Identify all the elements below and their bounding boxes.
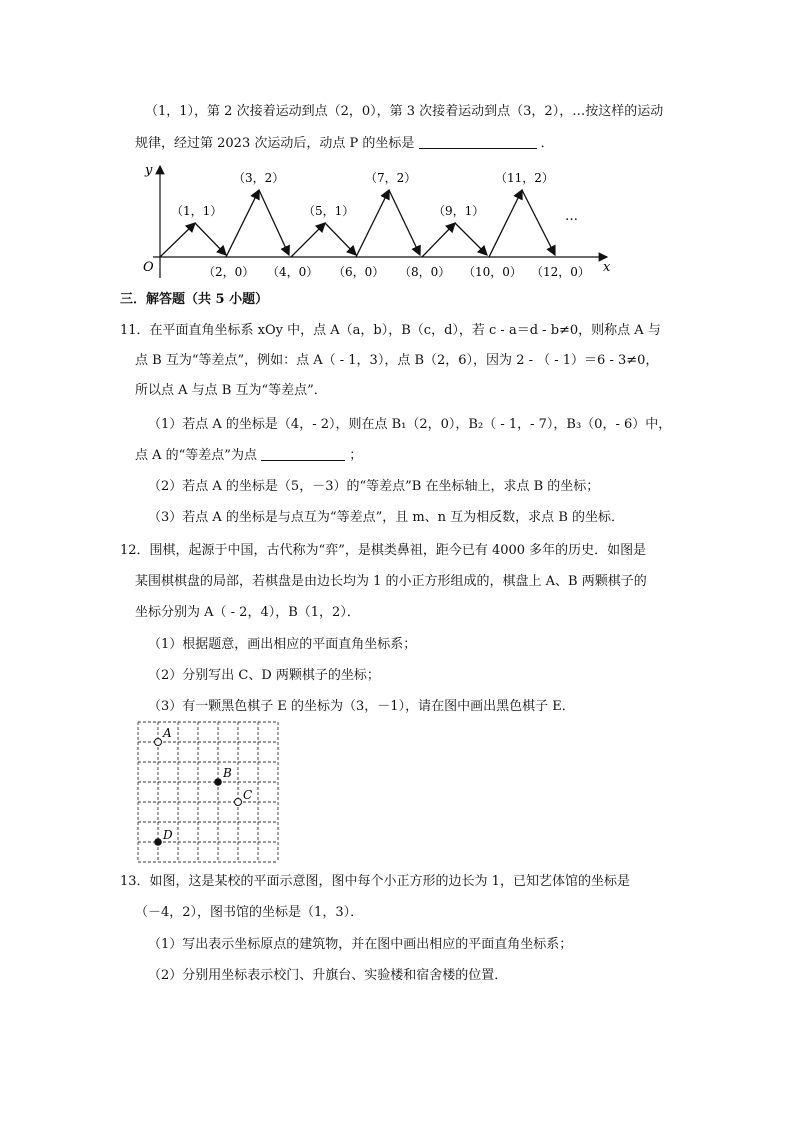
q10-line-2	[135, 134, 554, 153]
move-segment	[325, 223, 356, 255]
x-axis-label: x	[603, 260, 611, 275]
answer-blank-q10[interactable]	[419, 134, 537, 149]
q11-line-2: 点 B 互为“等差点”，例如：点 A（ - 1，3），点 B（2，6），因为 2 - （ - 1）＝6 - 3≠0，	[135, 353, 659, 368]
q13-sub-2: （2）分别用坐标表示校门、升旗台、实验楼和宿舍楼的位置．	[148, 968, 508, 983]
q10-line-1: （1，1），第 2 次接着运动到点（2，0），第 3 次接着运动到点（3，2），…按这样的运动	[145, 104, 664, 119]
q11-line-1: 11．在平面直角坐标系 xOy 中，点 A（a，b），B（c，d），若 c - a＝d - b≠0，则称点 A 与	[120, 323, 661, 338]
x-point-label: （12，0）	[531, 265, 590, 279]
move-segment	[291, 223, 325, 257]
stone-d-label: D	[163, 828, 173, 842]
move-segment	[160, 223, 195, 257]
q11-sub-1-end: ；	[349, 448, 363, 463]
ellipsis: …	[565, 209, 578, 224]
q10-line-2-text: 规律，经过第 2023 次运动后，动点 P 的坐标是	[135, 136, 415, 151]
stone-a	[155, 739, 162, 746]
zigzag-figure	[135, 158, 615, 283]
q11-sub-1-text: 点 A 的“等差点”为点	[135, 448, 257, 463]
q13-line-1: 13．如图，这是某校的平面示意图，图中每个小正方形的边长为 1，已知艺体馆的坐标是	[120, 874, 630, 889]
x-point-label: （6，0）	[333, 265, 385, 279]
q12-line-3: 坐标分别为 A（ - 2，4），B（1，2）．	[135, 605, 360, 620]
x-point-label: （8，0）	[399, 265, 451, 279]
point-label: （9，1）	[433, 204, 485, 218]
stone-d	[154, 838, 162, 846]
move-segment	[455, 223, 487, 255]
q12-line-1: 12．围棋，起源于中国，古代称为“弈”，是棋类鼻祖，距今已有 4000 多年的历史．如图是	[120, 543, 647, 558]
x-point-label: （4，0）	[267, 265, 319, 279]
move-segment	[522, 190, 555, 255]
go-board	[136, 720, 284, 865]
q12-sub-3: （3）有一颗黑色棋子 E 的坐标为（3，－1），请在图中画出黑色棋子 E．	[148, 699, 575, 714]
point-label: （1，1）	[171, 204, 223, 218]
point-label: （7，2）	[365, 171, 417, 185]
point-label: （5，1）	[303, 204, 355, 218]
move-segment	[422, 223, 455, 257]
stone-b	[214, 778, 222, 786]
q11-sub-1-line-2	[135, 446, 362, 465]
stone-a-label: A	[163, 726, 172, 740]
q11-line-3: 所以点 A 与点 B 互为“等差点”．	[135, 383, 327, 398]
q11-sub-1-line-1: （1）若点 A 的坐标是（4，- 2），则在点 B₁（2，0），B₂（ - 1，- 7），B₃（0，- 6）中，	[148, 417, 672, 432]
origin-label: O	[143, 260, 154, 275]
move-segment	[389, 190, 420, 255]
move-segment	[259, 190, 289, 255]
move-segment	[356, 190, 389, 257]
point-label: （3，2）	[233, 171, 285, 185]
stone-c	[235, 799, 242, 806]
q12-line-2: 某围棋棋盘的局部，若棋盘是由边长均为 1 的小正方形组成的，棋盘上 A、B 两颗棋子的	[135, 574, 647, 589]
answer-blank-q11[interactable]	[261, 446, 345, 461]
move-segment	[489, 190, 522, 257]
x-point-label: （10，0）	[463, 265, 522, 279]
move-segment	[226, 190, 259, 257]
stone-c-label: C	[243, 788, 253, 802]
y-axis-label: y	[145, 163, 153, 178]
q13-sub-1: （1）写出表示坐标原点的建筑物，并在图中画出相应的平面直角坐标系；	[148, 937, 573, 952]
point-label: （11，2）	[495, 171, 554, 185]
q13-line-2: （－4，2），图书馆的坐标是（1，3）．	[135, 905, 364, 920]
q11-sub-3: （3）若点 A 的坐标是与点互为“等差点”，且 m、n 互为相反数，求点 B 的坐标．	[148, 510, 624, 525]
q10-line-2-end: ．	[540, 136, 554, 151]
section-heading: 三．解答题（共 5 小题）	[120, 292, 269, 307]
stone-b-label: B	[223, 766, 232, 780]
q11-sub-2: （2）若点 A 的坐标是（5，－3）的“等差点”B 在坐标轴上，求点 B 的坐标；	[148, 479, 600, 494]
move-segment	[195, 223, 226, 255]
q12-sub-1: （1）根据题意，画出相应的平面直角坐标系；	[148, 637, 417, 652]
x-point-label: （2，0）	[203, 265, 255, 279]
q12-sub-2: （2）分别写出 C、D 两颗棋子的坐标；	[148, 668, 380, 683]
